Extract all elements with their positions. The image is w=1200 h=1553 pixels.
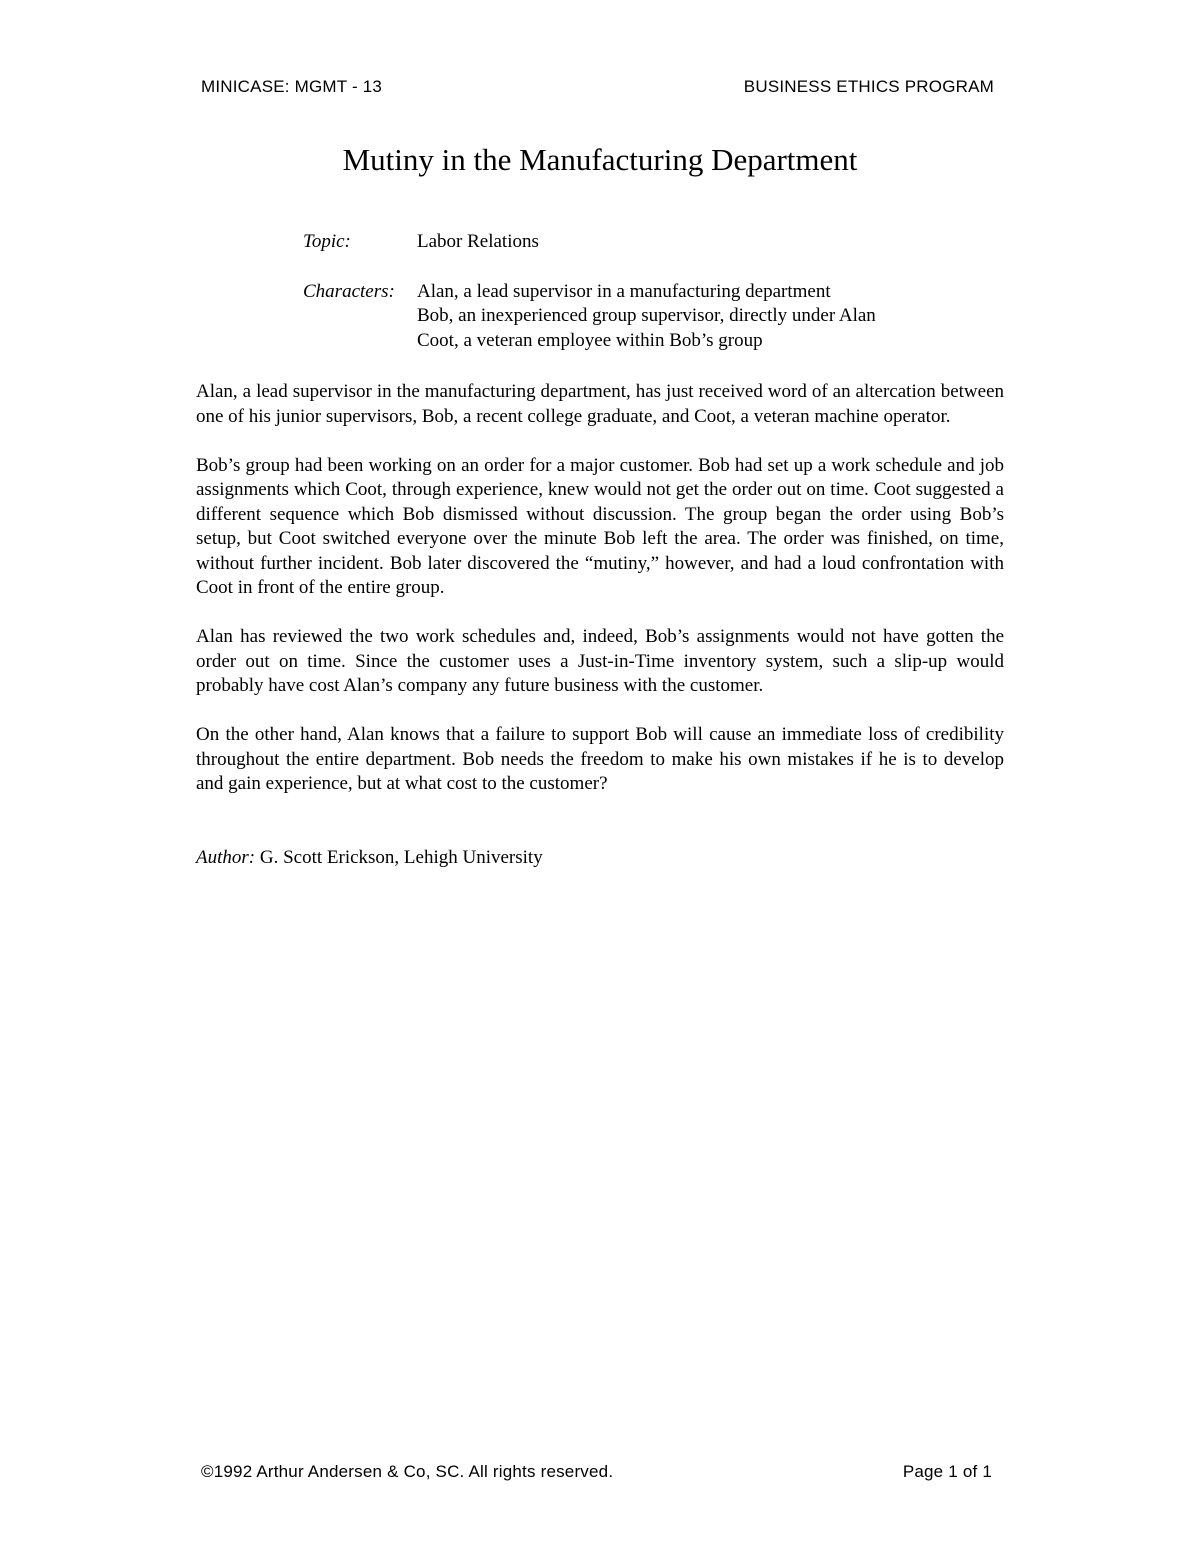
footer-copyright: ©1992 Arthur Andersen & Co, SC. All rights reserved. [201, 1462, 614, 1481]
topic-row [303, 230, 876, 255]
author-label: Author: [196, 846, 256, 868]
body-paragraph: Bob’s group had been working on an order for a major customer. Bob had set up a work schedule and job assignments which Coot, through experience, knew would not get the order out on time. Coot suggested a different sequence which Bob dismissed without discussion. The group began the order using Bob’s setup, but Coot switched everyone over the minute Bob left the area. The order was finished, on time, without further incident. Bob later discovered the “mutiny,” however, and had a loud confrontation with Coot in front of the entire group. [196, 454, 1004, 598]
body-paragraph: Alan, a lead supervisor in the manufacturing department, has just received word of an altercation between one of his junior supervisors, Bob, a recent college graduate, and Coot, a veteran machine operator. [196, 381, 1004, 427]
case-metadata [303, 230, 876, 353]
author-line [196, 846, 1004, 871]
author-name: G. Scott Erickson, Lehigh University [259, 846, 543, 868]
header-program-name: BUSINESS ETHICS PROGRAM [743, 77, 994, 96]
case-body [196, 380, 1004, 870]
body-paragraph: Alan has reviewed the two work schedules and, indeed, Bob’s assignments would not have gotten the order out on time. Since the customer uses a Just-in-Time inventory system, such a slip-up would probably have cost Alan’s company any future business with the customer. [196, 626, 1004, 696]
topic-value: Labor Relations [417, 231, 539, 252]
character-item: Coot, a veteran employee within Bob’s group [417, 329, 763, 351]
character-item: Alan, a lead supervisor in a manufacturing department [417, 280, 831, 302]
footer-page-number: Page 1 of 1 [902, 1462, 992, 1481]
page-title: Mutiny in the Manufacturing Department [342, 142, 858, 177]
body-paragraph: On the other hand, Alan knows that a failure to support Bob will cause an immediate loss of credibility throughout the entire department. Bob needs the freedom to make his own mistakes if he is to develop and gain experience, but at what cost to the customer? [196, 724, 1004, 794]
characters-label: Characters: [303, 280, 395, 302]
topic-label: Topic: [303, 231, 351, 252]
header-case-id: MINICASE: MGMT - 13 [201, 77, 383, 96]
characters-row [303, 280, 876, 354]
characters-list [417, 280, 876, 354]
character-item: Bob, an inexperienced group supervisor, directly under Alan [417, 305, 876, 326]
